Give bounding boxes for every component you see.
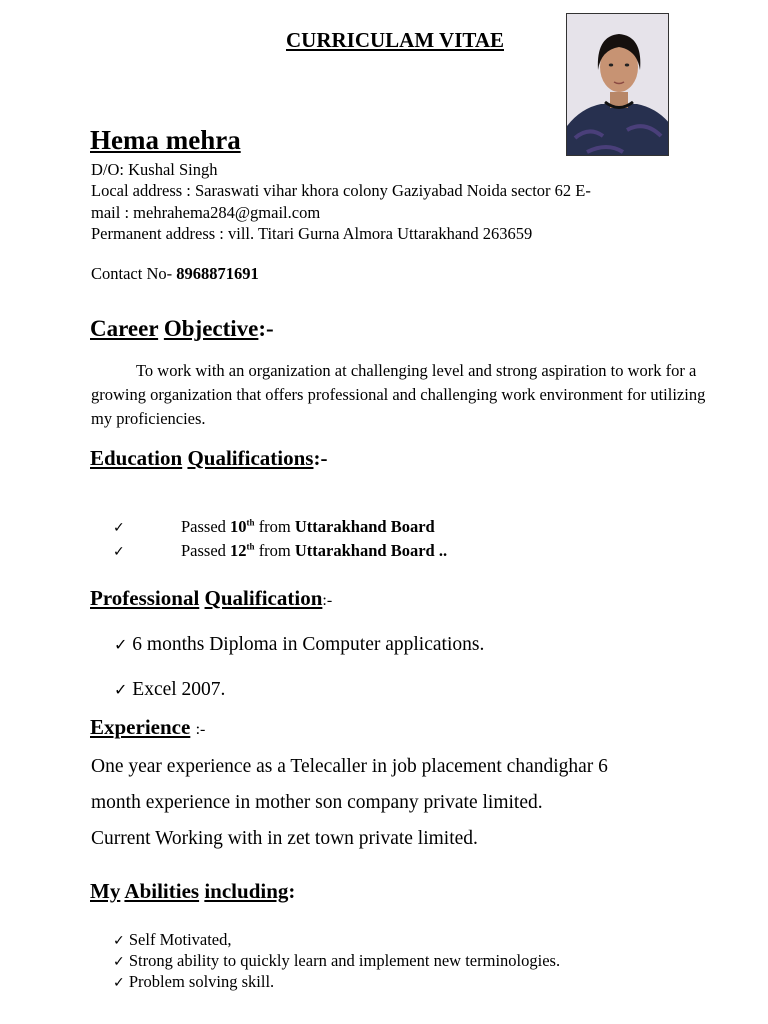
heading-word: Career xyxy=(90,316,159,341)
list-item xyxy=(113,972,274,992)
contact-label: Contact No- xyxy=(91,264,177,283)
ability-text: Self Motivated, xyxy=(128,930,232,949)
passed-label: Passed xyxy=(181,517,231,536)
heading-suffix: :- xyxy=(313,446,328,470)
heading-word: Qualifications xyxy=(187,446,314,470)
abilities-heading xyxy=(90,879,295,904)
heading-suffix: :- xyxy=(258,316,274,341)
heading-word: Professional xyxy=(90,586,200,610)
professional-item-text: 6 months Diploma in Computer applications. xyxy=(132,634,485,655)
list-item xyxy=(114,679,225,701)
heading-word: Abilities xyxy=(124,879,200,903)
heading-word: Experience xyxy=(90,715,191,739)
person-portrait-icon xyxy=(567,14,669,156)
passed-label: Passed xyxy=(181,541,231,560)
checkmark-icon: ✓ xyxy=(114,680,128,699)
experience-line: One year experience as a Telecaller in job placement chandighar 6 xyxy=(91,756,608,777)
document-title: CURRICULAM VITAE xyxy=(286,28,504,52)
heading-suffix: :- xyxy=(195,721,206,738)
career-objective-heading xyxy=(90,316,274,342)
board-name: Uttarakhand Board .. xyxy=(294,541,448,560)
heading-word: Qualification xyxy=(204,586,323,610)
grade: 12 xyxy=(230,541,247,560)
checkmark-icon: ✓ xyxy=(113,954,125,970)
heading-word: My xyxy=(90,879,121,903)
heading-word: including xyxy=(204,879,289,903)
permanent-address: Permanent address : vill. Titari Gurna Almora Uttarakhand 263659 xyxy=(91,224,533,243)
checkmark-icon: ✓ xyxy=(114,635,128,654)
career-objective-text xyxy=(91,359,706,431)
checkmark-icon: ✓ xyxy=(113,520,125,536)
grade-suffix: th xyxy=(246,517,255,528)
list-item xyxy=(113,951,560,971)
local-address-line: Local address : Saraswati vihar khora colony Gaziyabad Noida sector 62 E- xyxy=(91,181,591,200)
grade: 10 xyxy=(230,517,247,536)
list-item xyxy=(113,517,435,537)
list-item xyxy=(114,634,484,656)
checkmark-icon: ✓ xyxy=(113,544,125,560)
board-name: Uttarakhand Board xyxy=(294,517,435,536)
career-objective-body: To work with an organization at challenging level and strong aspiration to work for a growing organization that offers professional and challenging work environment for utilizing my proficiencies. xyxy=(91,361,706,428)
experience-line: Current Working with in zet town private limited. xyxy=(91,828,478,849)
from-label: from xyxy=(254,541,295,560)
checkmark-icon: ✓ xyxy=(113,975,125,991)
experience-heading xyxy=(90,715,205,740)
profile-photo xyxy=(566,13,669,156)
candidate-name: Hema mehra xyxy=(90,125,241,155)
contact-line xyxy=(91,264,259,284)
heading-word: Education xyxy=(90,446,183,470)
education-item-text xyxy=(181,517,435,537)
email-line: mail : mehrahema284@gmail.com xyxy=(91,203,321,222)
checkmark-icon: ✓ xyxy=(113,933,125,949)
education-heading xyxy=(90,446,327,471)
education-item-text xyxy=(181,541,447,561)
heading-suffix: : xyxy=(288,879,296,903)
ability-text: Strong ability to quickly learn and implement new terminologies. xyxy=(128,951,561,970)
grade-suffix: th xyxy=(246,541,255,552)
heading-suffix: :- xyxy=(322,592,333,609)
list-item xyxy=(113,930,232,950)
list-item xyxy=(113,541,448,561)
ability-text: Problem solving skill. xyxy=(128,972,275,991)
parent-name: D/O: Kushal Singh xyxy=(91,160,218,179)
contact-number: 8968871691 xyxy=(176,264,259,283)
experience-line: month experience in mother son company private limited. xyxy=(91,792,543,813)
professional-item-text: Excel 2007. xyxy=(132,679,226,700)
professional-qualification-heading xyxy=(90,586,332,611)
from-label: from xyxy=(254,517,295,536)
heading-word: Objective xyxy=(163,316,259,341)
